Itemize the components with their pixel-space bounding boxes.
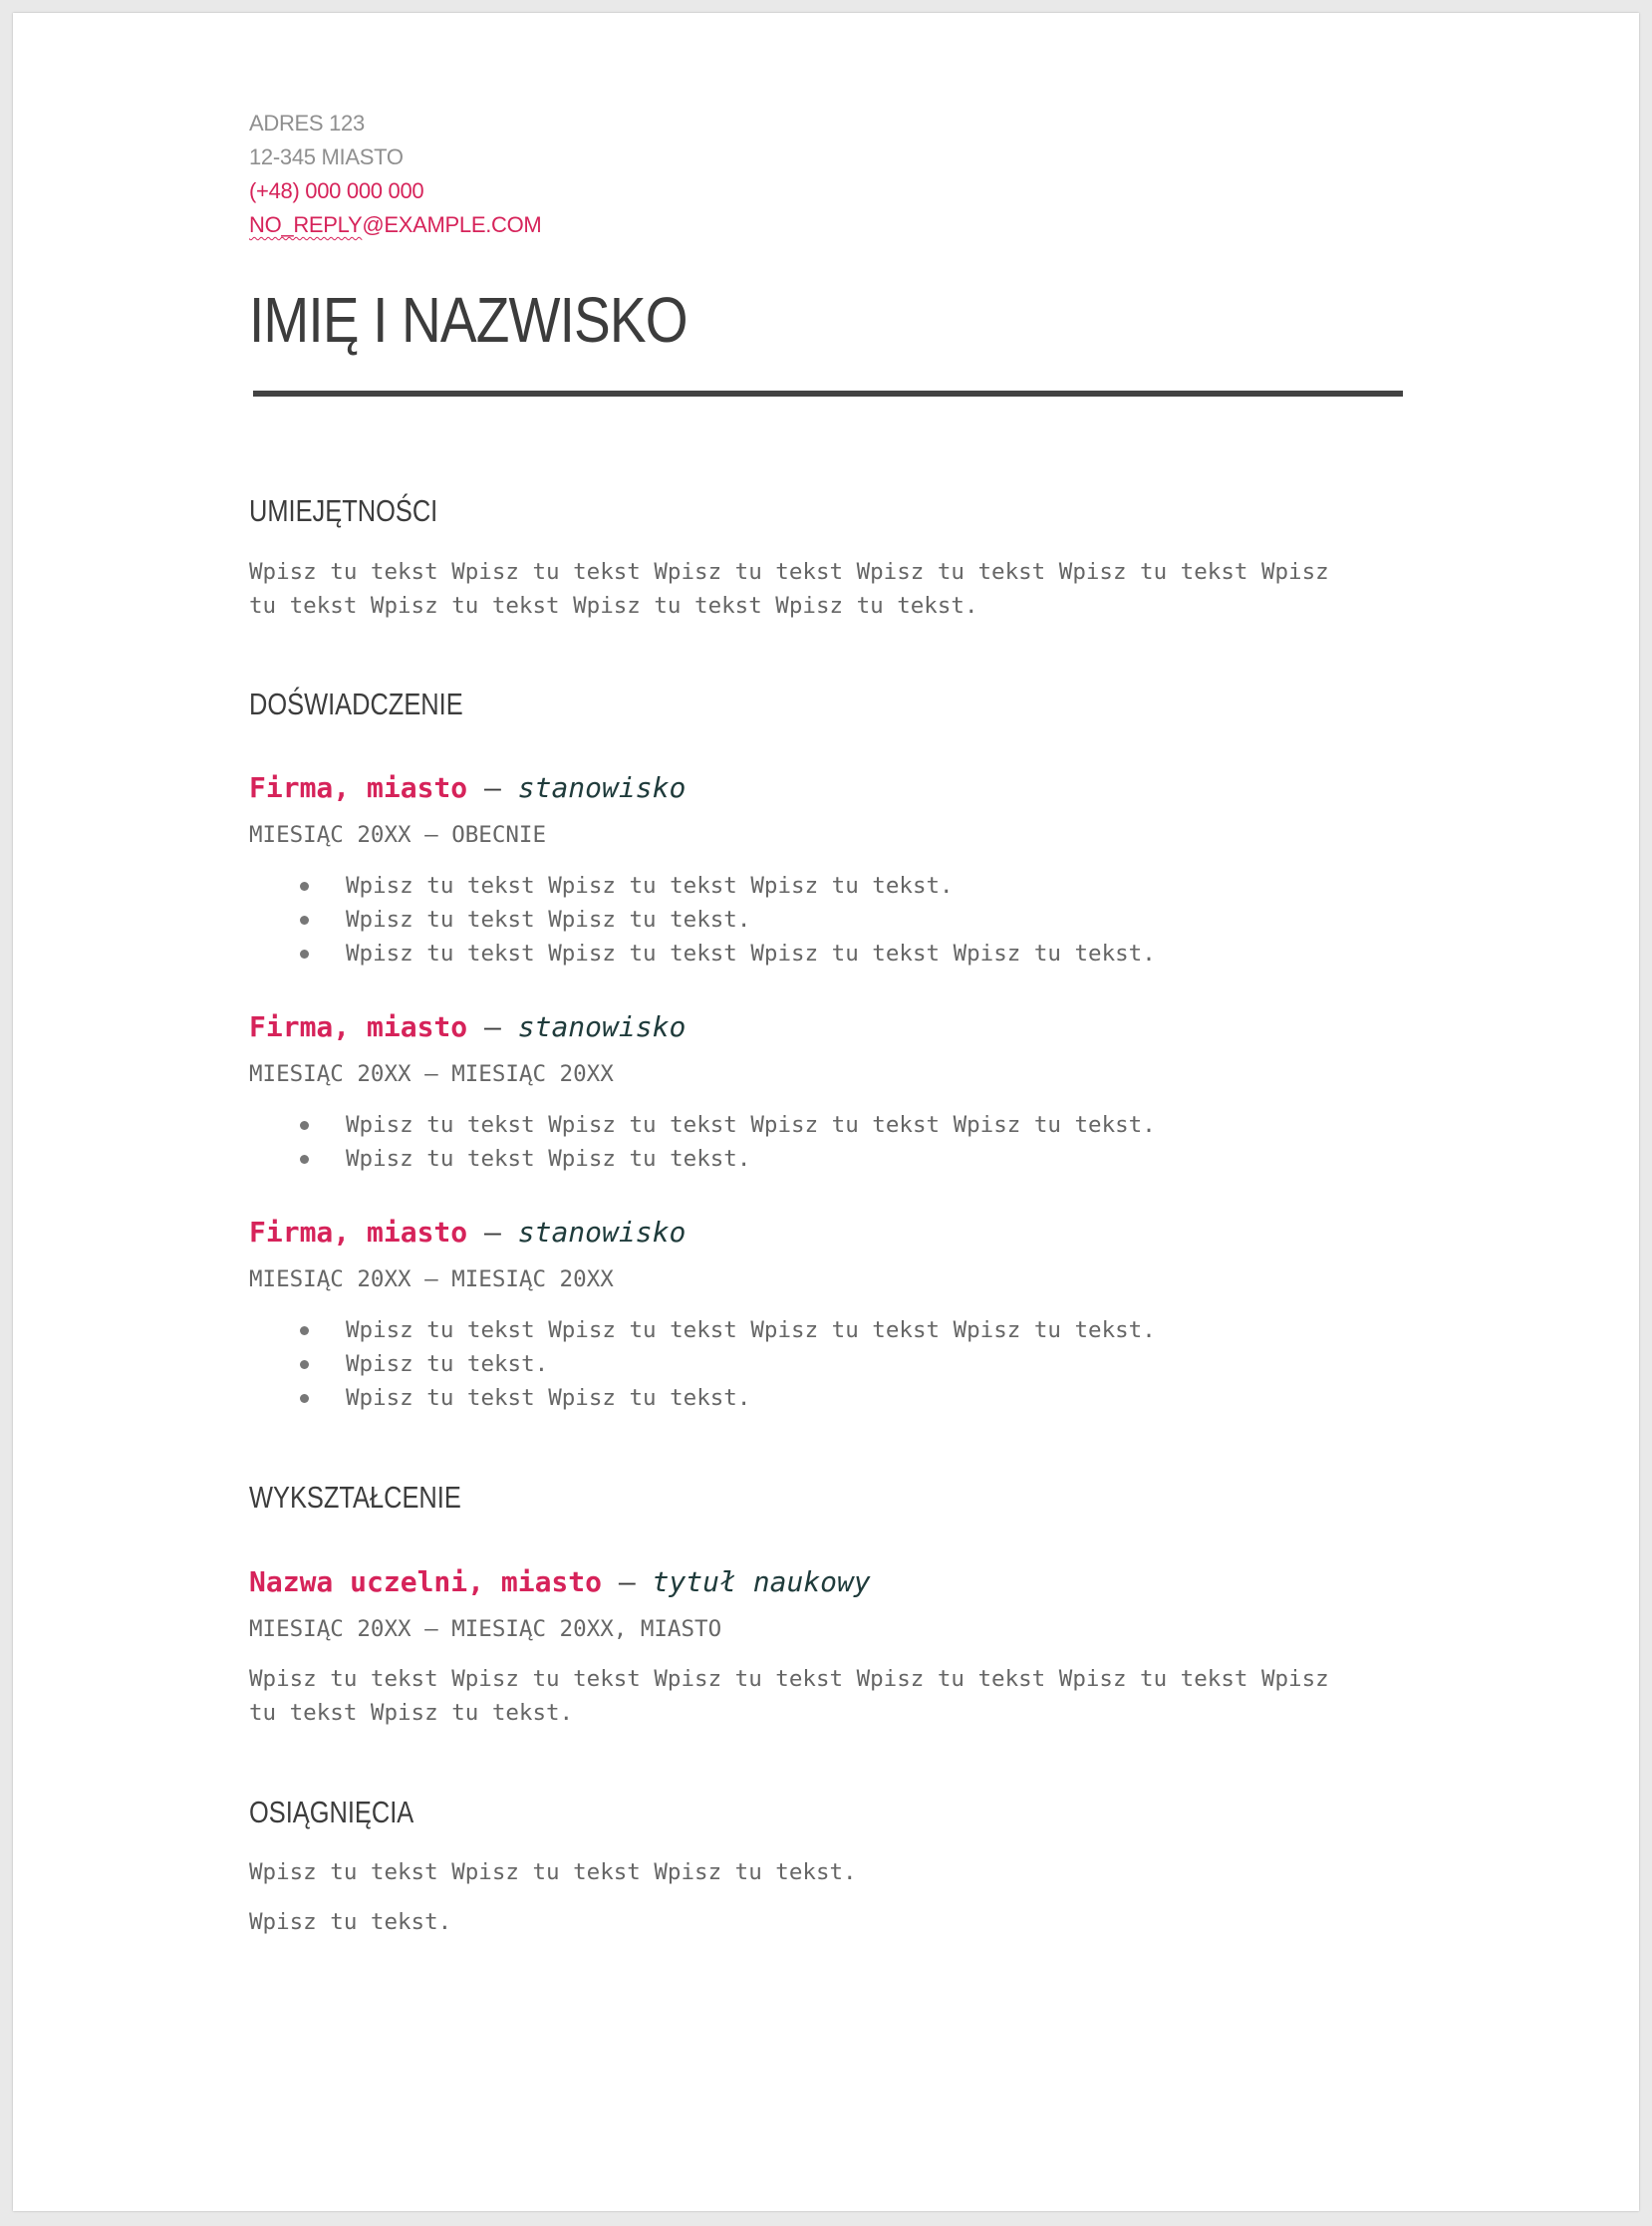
bullet-dot-icon [300,1155,309,1164]
list-item-text: Wpisz tu tekst Wpisz tu tekst Wpisz tu tekst. [346,873,954,899]
achievements-heading: OSIĄGNIĘCIA [249,1795,414,1829]
contact-email[interactable] [249,208,541,242]
list-item [249,937,1156,971]
job-title [249,1007,686,1047]
education-dates: MIESIĄC 20XX – MIESIĄC 20XX, MIASTO [249,1616,722,1642]
list-item-text: Wpisz tu tekst Wpisz tu tekst. [346,1146,751,1172]
education-title [249,1562,871,1602]
job-dates: MIESIĄC 20XX – MIESIĄC 20XX [249,1266,614,1292]
contact-address: ADRES 123 [249,111,365,136]
experience-heading: DOŚWIADCZENIE [249,687,463,721]
contact-email-user: NO_REPLY [249,212,363,237]
job-dash: — [467,771,518,804]
contact-email-domain: @EXAMPLE.COM [362,212,542,237]
education-text-line-1: Wpisz tu tekst Wpisz tu tekst Wpisz tu tekst Wpisz tu tekst Wpisz tu tekst Wpisz [249,1666,1329,1692]
skills-heading: UMIEJĘTNOŚCI [249,493,438,528]
skills-text-line-1: Wpisz tu tekst Wpisz tu tekst Wpisz tu tekst Wpisz tu tekst Wpisz tu tekst Wpisz [249,559,1329,585]
list-item [249,1108,1156,1142]
job-dates: MIESIĄC 20XX – OBECNIE [249,822,547,848]
contact-phone: (+48) 000 000 000 [249,178,424,203]
bullet-dot-icon [300,1394,309,1403]
job-bullet-list [249,869,1156,971]
bullet-dot-icon [300,882,309,891]
job-role: stanowisko [517,1010,687,1043]
contact-block [249,107,541,242]
education-dash: — [602,1565,653,1598]
job-title [249,768,686,808]
education-text-line-2: tu tekst Wpisz tu tekst. [249,1700,574,1726]
list-item-text: Wpisz tu tekst Wpisz tu tekst. [346,907,751,933]
list-item [249,869,1156,903]
bullet-dot-icon [300,1121,309,1130]
contact-city: 12-345 MIASTO [249,144,404,169]
job-bullet-list [249,1108,1156,1176]
list-item [249,1347,1156,1381]
achievements-text-line-1: Wpisz tu tekst Wpisz tu tekst Wpisz tu tekst. [249,1859,857,1885]
list-item-text: Wpisz tu tekst Wpisz tu tekst Wpisz tu tekst Wpisz tu tekst. [346,1317,1156,1343]
achievements-text-line-2: Wpisz tu tekst. [249,1909,452,1935]
education-school: Nazwa uczelni, miasto [249,1565,603,1598]
job-company: Firma, miasto [249,1010,468,1043]
job-company: Firma, miasto [249,1216,468,1249]
job-title [249,1213,686,1252]
person-name: IMIĘ I NAZWISKO [249,284,688,356]
list-item-text: Wpisz tu tekst Wpisz tu tekst Wpisz tu tekst Wpisz tu tekst. [346,1112,1156,1138]
list-item-text: Wpisz tu tekst Wpisz tu tekst Wpisz tu tekst Wpisz tu tekst. [346,941,1156,967]
bullet-dot-icon [300,1360,309,1369]
bullet-dot-icon [300,950,309,959]
list-item [249,903,1156,937]
document-page [13,13,1639,2211]
job-role: stanowisko [517,771,687,804]
job-company: Firma, miasto [249,771,468,804]
job-dash: — [467,1010,518,1043]
job-bullet-list [249,1313,1156,1415]
list-item [249,1142,1156,1176]
bullet-dot-icon [300,916,309,925]
education-degree: tytuł naukowy [652,1565,871,1598]
skills-text-line-2: tu tekst Wpisz tu tekst Wpisz tu tekst Wpisz tu tekst. [249,593,978,619]
list-item [249,1381,1156,1415]
bullet-dot-icon [300,1326,309,1335]
job-dates: MIESIĄC 20XX – MIESIĄC 20XX [249,1061,614,1087]
education-heading: WYKSZTAŁCENIE [249,1480,461,1515]
list-item-text: Wpisz tu tekst Wpisz tu tekst. [346,1385,751,1411]
list-item [249,1313,1156,1347]
job-role: stanowisko [517,1216,687,1249]
title-divider [253,391,1403,397]
list-item-text: Wpisz tu tekst. [346,1351,549,1377]
job-dash: — [467,1216,518,1249]
